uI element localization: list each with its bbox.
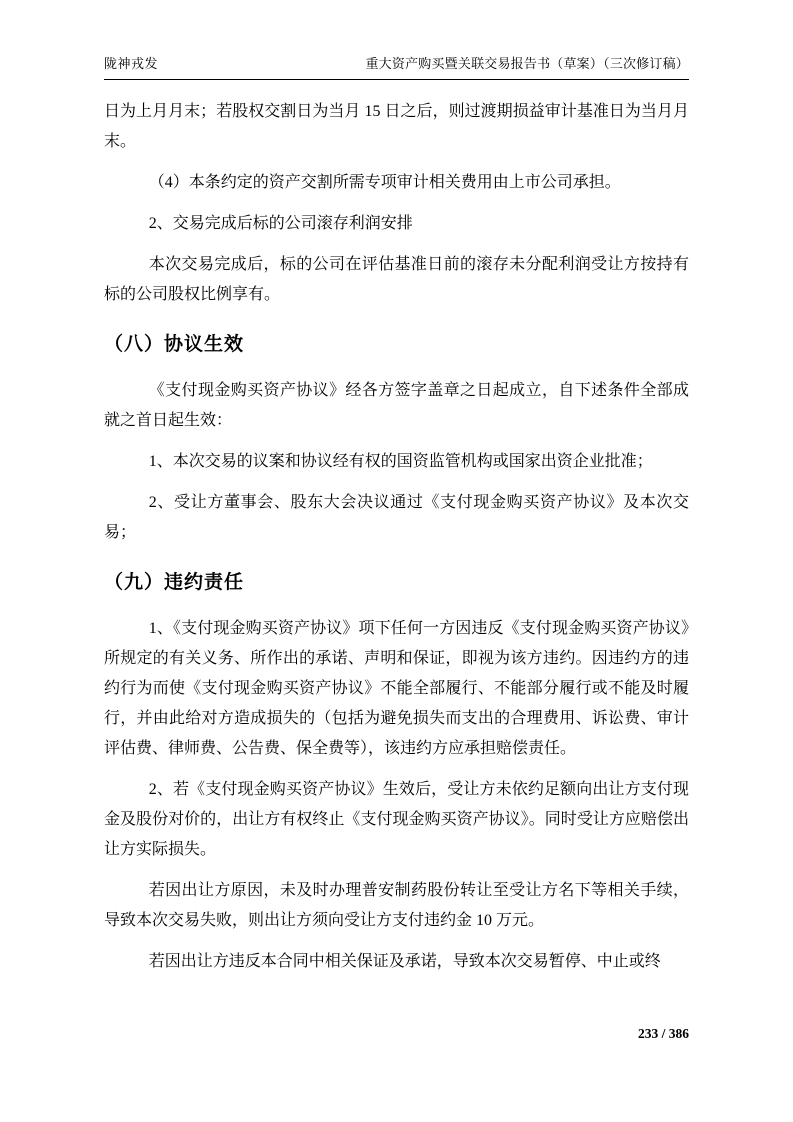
paragraph-breach-2: 2、若《支付现金购买资产协议》生效后，受让方未依约足额向出让方支付现金及股份对价的，出让方有权终止《支付现金购买资产协议》。同时受让方应赔偿出让方实际损失。 (104, 781, 689, 858)
document-body (104, 97, 689, 977)
section-heading-8-agreement-effectiveness: （八）协议生效 (104, 334, 245, 355)
paragraph-breach-1: 1、《支付现金购买资产协议》项下任何一方因违反《支付现金购买资产协议》所规定的有关义务、所作出的承诺、声明和保证，即视为该方违约。因违约方的违约行为而使《支付现金购买资产协议》不能全部履行、不能部分履行或不能及时履行，并由此给对方造成损失的（包括为避免损失而支出的合理费用、诉讼费、审计评估费、律师费、公告费、保全费等），该违约方应承担赔偿责任。 (104, 620, 689, 757)
paragraph-condition-2: 2、受让方董事会、股东大会决议通过《支付现金购买资产协议》及本次交易； (104, 494, 689, 541)
paragraph-effectiveness-intro: 《支付现金购买资产协议》经各方签字盖章之日起成立，自下述条件全部成就之首日起生效： (104, 382, 689, 429)
paragraph-continuation: 日为上月月末；若股权交割日为当月 15 日之后，则过渡期损益审计基准日为当月月末。 (104, 103, 689, 150)
paragraph-transferor-penalty: 若因出让方原因，未及时办理普安制药股份转让至受让方名下等相关手续，导致本次交易失败，则出让方须向受让方支付违约金 10 万元。 (104, 882, 689, 929)
paragraph-condition-1: 1、本次交易的议案和协议经有权的国资监管机构或国家出资企业批准； (148, 453, 653, 470)
header-company-name: 陇神戎发 (104, 56, 159, 71)
section-heading-9-breach-liability: （九）违约责任 (104, 572, 245, 593)
page-header (104, 55, 689, 80)
paragraph-breach-warranty-truncated: 若因出让方违反本合同中相关保证及承诺，导致本次交易暂停、中止或终 (148, 953, 661, 970)
paragraph-item-4: （4）本条约定的资产交割所需专项审计相关费用由上市公司承担。 (148, 174, 621, 191)
paragraph-item-2-title: 2、交易完成后标的公司滚存利润安排 (148, 215, 413, 232)
paragraph-profit-arrangement: 本次交易完成后，标的公司在评估基准日前的滚存未分配利润受让方按持有标的公司股权比例享有。 (104, 256, 689, 303)
page-number: 233 / 386 (637, 1026, 689, 1041)
header-report-title: 重大资产购买暨关联交易报告书（草案）（三次修订稿） (365, 56, 689, 71)
